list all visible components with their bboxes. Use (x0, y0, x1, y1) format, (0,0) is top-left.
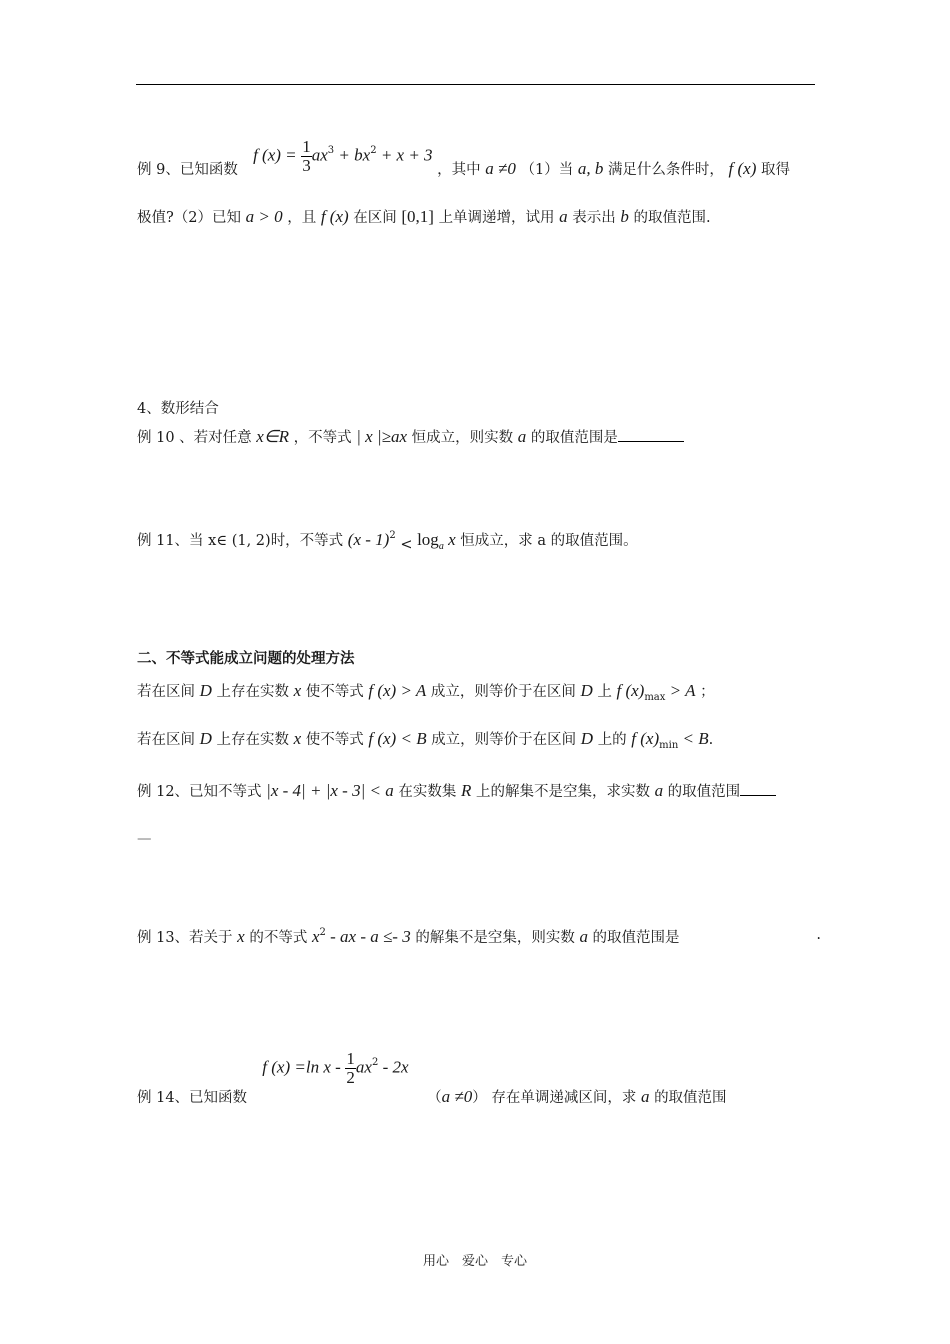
fraction-one-half (345, 1050, 356, 1087)
inequality-abs-sum: |x - 4| + |x - 3| < a (266, 781, 394, 800)
range: (1, 2) (231, 533, 271, 549)
var-ab: a, b (577, 159, 604, 179)
text: 上的 (597, 732, 627, 748)
text: 成立，则等价于在区间 (431, 732, 577, 748)
ineq-fx-lt-b: f (x) < B (368, 729, 427, 748)
text: 恒成立，求 a 的取值范围。 (460, 533, 638, 549)
var-d: D (580, 681, 593, 700)
answer-blank (618, 429, 684, 442)
var-r: R (460, 781, 472, 800)
text: 存在单调递减区间，求 (491, 1090, 637, 1107)
answer-blank-overflow: — (137, 831, 152, 847)
sub-min: min (659, 740, 679, 751)
text: 上 (597, 684, 612, 700)
func-term-x3: + x + 3 (376, 145, 433, 165)
text: 若在区间 (137, 684, 195, 700)
condition-a-nonzero: a ≠0 (441, 1087, 473, 1107)
less-than: < (400, 537, 413, 553)
var-a: a (559, 207, 568, 226)
frac-den: 2 (346, 1067, 355, 1087)
text: 的不等式 (249, 930, 308, 946)
frac-den: 3 (302, 155, 311, 175)
text: ； (700, 684, 715, 700)
text: ） (472, 1090, 487, 1107)
text: （1）当 (520, 162, 574, 179)
func-term-ax: ax (311, 145, 328, 165)
page-footer: 用心 爱心 专心 (422, 1254, 527, 1269)
exp-2: 2 (371, 1057, 379, 1069)
condition-a-positive: a > 0 (245, 207, 283, 226)
var-x: x (293, 681, 302, 700)
function-lhs: f (x) = (253, 145, 297, 165)
text: 使不等式 (305, 684, 364, 700)
log-arg: x (443, 530, 456, 549)
text: 极值?（2）已知 (137, 210, 241, 226)
exp-2: 2 (389, 530, 396, 541)
var-d: D (199, 729, 212, 748)
example-9-line-1 (137, 137, 790, 179)
answer-blank (740, 783, 776, 796)
log: log (417, 530, 439, 549)
func-term-bx: + bx (334, 145, 371, 165)
var-d: D (199, 681, 212, 700)
example-9-label: 例 9、已知函数 (137, 162, 238, 179)
func-fx: f (x) (616, 681, 645, 700)
text: 满足什么条件时， (607, 162, 724, 179)
text: 若在区间 (137, 732, 195, 748)
text: . (708, 732, 714, 748)
text: 取得 (761, 162, 790, 179)
example-10 (137, 428, 684, 446)
log-base: a (438, 541, 444, 552)
text: 的取值范围是 (530, 430, 618, 446)
text: 的取值范围. (633, 210, 711, 226)
exp-2: 2 (319, 927, 326, 938)
var-a: a (579, 927, 588, 946)
interval: [0,1] (401, 207, 434, 226)
text: 上存在实数 (216, 732, 289, 748)
text: ，不等式 (293, 430, 352, 446)
text: 时，不等式 (270, 533, 344, 549)
func-lhs: f (x) =ln x - (262, 1057, 341, 1077)
ineq-x: x (311, 927, 320, 946)
text: 的取值范围是 (592, 930, 680, 946)
text: 恒成立，则实数 (411, 430, 514, 446)
func-fx: f (x) (320, 207, 349, 226)
ineq-fx-gt-a: f (x) > A (368, 681, 427, 700)
text: 在实数集 (398, 784, 457, 800)
exp-2: 2 (370, 145, 377, 157)
rule-min (137, 729, 714, 751)
var-b: b (620, 207, 629, 226)
var-a: a (517, 427, 527, 446)
inequality-abs: | x |≥ax (356, 427, 408, 446)
example-13-label: 例 13、若关于 (137, 930, 233, 946)
text: ，且 (287, 210, 317, 226)
exp-3: 3 (327, 145, 335, 157)
text: ，其中 (437, 162, 481, 179)
var-x: x (293, 729, 302, 748)
section-2-title: 二、不等式能成立问题的处理方法 (137, 650, 355, 667)
text: 上单调递增，试用 (438, 210, 555, 226)
rule-max (137, 681, 715, 703)
rhs-lt-b: < B (678, 729, 709, 748)
example-13 (137, 928, 821, 946)
example-11-label: 例 11、当 x (137, 533, 217, 549)
example-9-line-2 (137, 208, 711, 226)
in-symbol: ∈ (216, 533, 228, 549)
header-rule (136, 84, 815, 85)
text: 的解集不是空集，则实数 (415, 930, 575, 946)
rhs-gt-a: > A (665, 681, 696, 700)
var-a: a (640, 1087, 650, 1107)
func-fx: f (x) (631, 729, 660, 748)
text: 上的解集不是空集，求实数 (475, 784, 650, 800)
text: . (816, 927, 821, 943)
text: 在区间 (353, 210, 397, 226)
section-4-title: 4、数形结合 (137, 401, 219, 417)
text: 的取值范围 (667, 784, 741, 800)
fraction-one-third (301, 138, 312, 175)
example-14 (137, 1049, 727, 1107)
func-term-2x: - 2x (378, 1057, 409, 1077)
example-12 (137, 782, 776, 800)
func-fx: f (x) (728, 159, 757, 179)
text: 上存在实数 (216, 684, 289, 700)
frac-num: 1 (302, 137, 311, 156)
example-10-label: 例 10 、若对任意 (137, 430, 252, 446)
lhs-expr: (x - 1) (347, 530, 390, 549)
example-11 (137, 530, 638, 553)
ineq-rest: - ax - a ≤- 3 (325, 927, 411, 946)
condition-a-nonzero: a ≠0 (485, 159, 516, 179)
frac-num: 1 (346, 1049, 355, 1068)
var-d: D (580, 729, 594, 748)
text: 的取值范围 (654, 1090, 727, 1107)
text: 表示出 (572, 210, 616, 226)
example-14-label: 例 14、已知函数 (137, 1090, 248, 1107)
var-a: a (654, 781, 664, 800)
text: 成立，则等价于在区间 (430, 684, 576, 700)
x-in-r: x∈R (256, 427, 290, 446)
example-12-label: 例 12、已知不等式 (137, 784, 262, 800)
text: （ (427, 1090, 442, 1107)
func-term-ax: ax (355, 1057, 372, 1077)
text: 使不等式 (305, 732, 364, 748)
var-x: x (237, 927, 245, 946)
sub-max: max (644, 692, 666, 703)
